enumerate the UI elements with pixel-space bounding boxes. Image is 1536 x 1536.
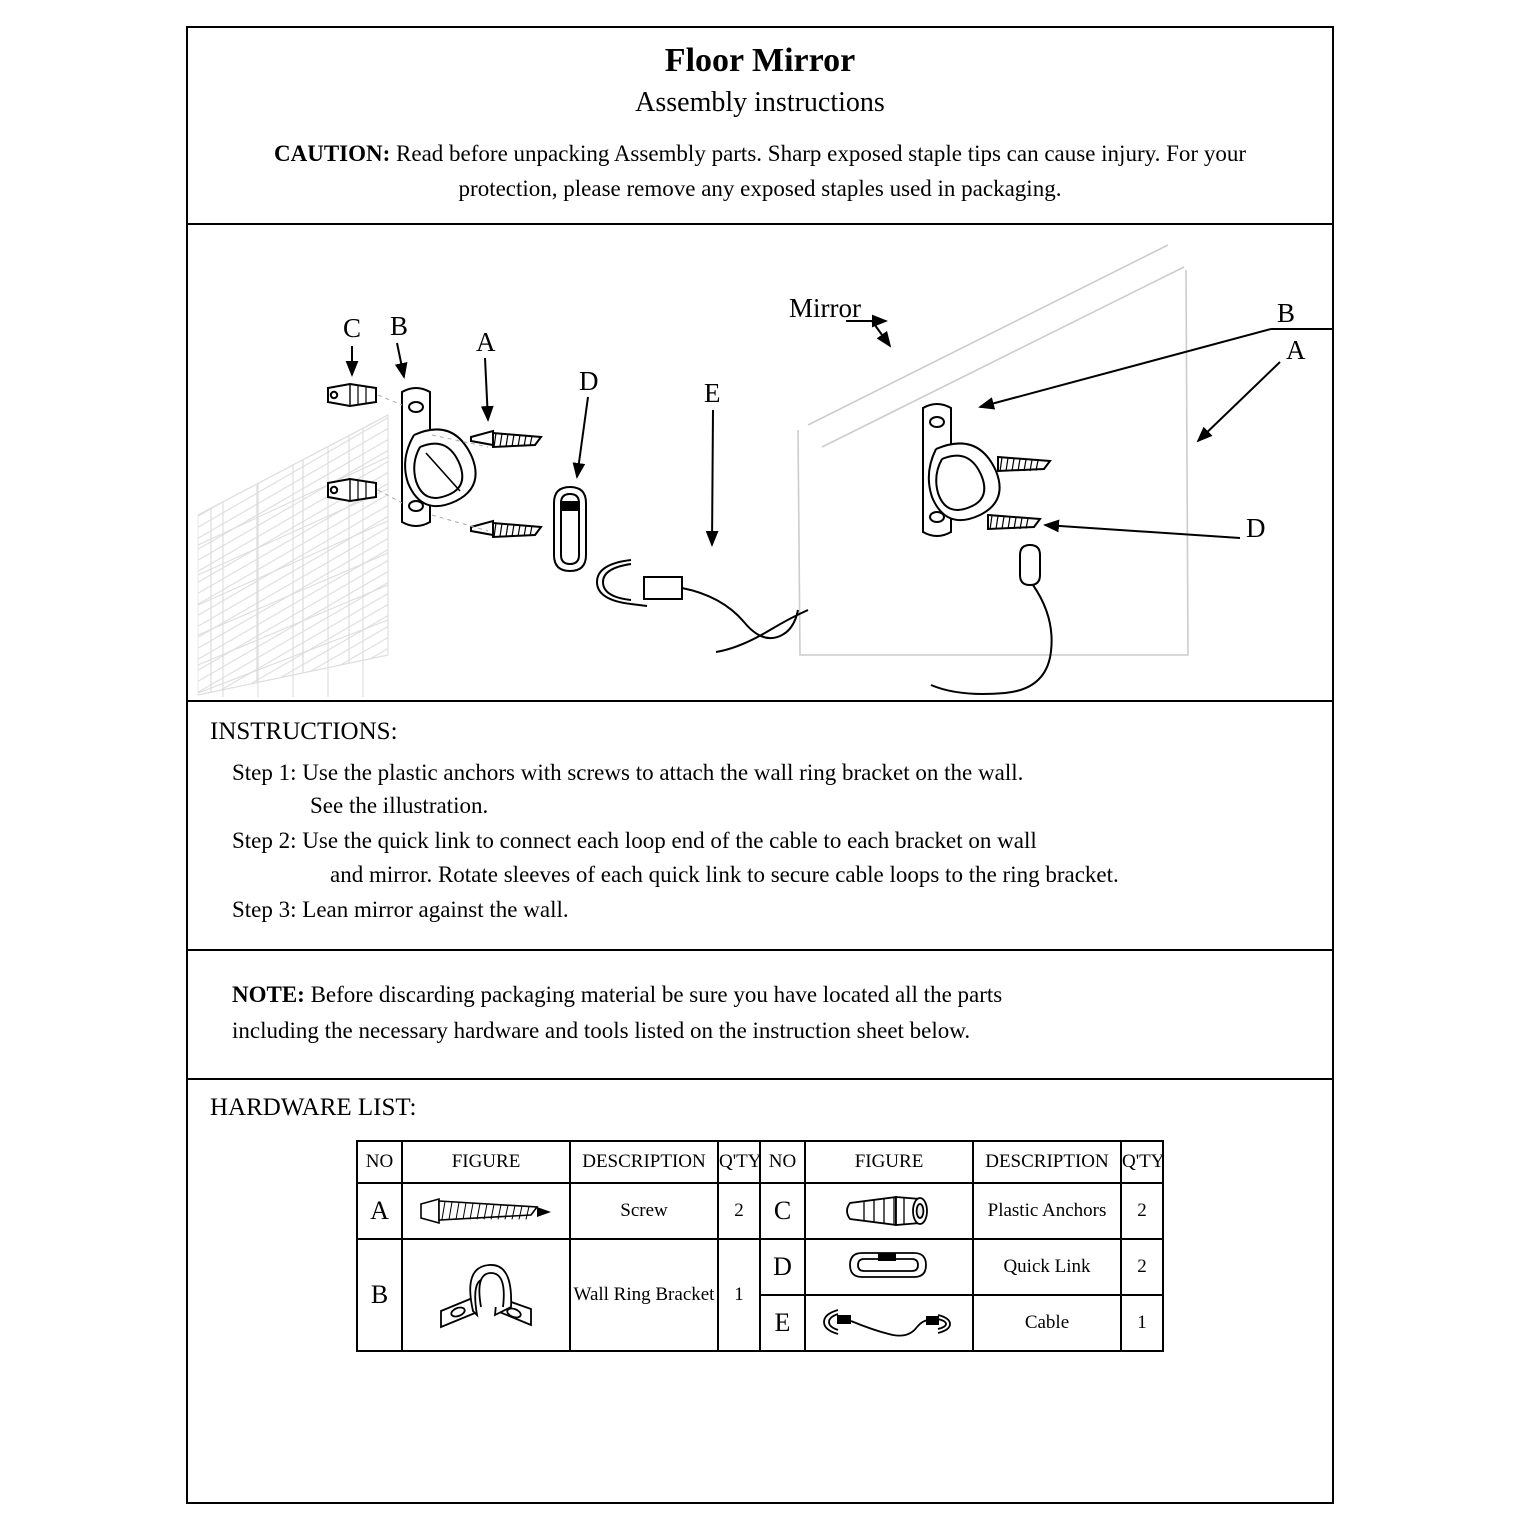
col-description-left: DESCRIPTION bbox=[570, 1141, 718, 1183]
note-line-2: including the necessary hardware and tools listed on the instruction sheet below. bbox=[232, 1018, 971, 1044]
instruction-step-1 bbox=[210, 756, 1310, 823]
table-row bbox=[357, 1183, 1163, 1239]
row-c-figure bbox=[805, 1183, 973, 1239]
row-d-description: Quick Link bbox=[973, 1239, 1121, 1295]
col-figure-left: FIGURE bbox=[402, 1141, 570, 1183]
label-d-left: D bbox=[579, 365, 599, 396]
row-d-qty: 2 bbox=[1121, 1239, 1163, 1295]
row-b-no: B bbox=[357, 1239, 402, 1351]
step-1-line-1: Step 1: Use the plastic anchors with screws to attach the wall ring bracket on the wall. bbox=[232, 759, 1024, 785]
table-header-row bbox=[357, 1141, 1163, 1183]
note-label: NOTE: bbox=[232, 981, 305, 1007]
label-b-left: B bbox=[390, 310, 409, 341]
row-e-figure bbox=[805, 1295, 973, 1351]
row-c-qty: 2 bbox=[1121, 1183, 1163, 1239]
assembly-diagram bbox=[188, 225, 1332, 702]
col-qty-right: Q'TY bbox=[1121, 1141, 1163, 1183]
step-2-line-2: and mirror. Rotate sleeves of each quick link to secure cable loops to the ring bracket. bbox=[330, 861, 1119, 887]
wall-illustration bbox=[198, 415, 388, 697]
quick-link-left bbox=[554, 487, 586, 571]
instruction-sheet bbox=[186, 26, 1334, 1504]
note-section bbox=[188, 951, 1332, 1081]
row-a-qty: 2 bbox=[718, 1183, 760, 1239]
page-subtitle: Assembly instructions bbox=[635, 86, 885, 118]
instruction-step-2 bbox=[210, 824, 1310, 891]
header bbox=[188, 28, 1332, 225]
hardware-table bbox=[356, 1140, 1164, 1352]
instructions-heading: INSTRUCTIONS: bbox=[210, 717, 398, 745]
cable-icon bbox=[814, 1302, 964, 1344]
col-description-right: DESCRIPTION bbox=[973, 1141, 1121, 1183]
table-row bbox=[357, 1239, 1163, 1295]
caution-text: Read before unpacking Assembly parts. Sharp exposed staple tips can cause injury. For your protection, please remove any exposed staples used in packaging. bbox=[390, 140, 1246, 202]
cable-illustration bbox=[597, 560, 808, 652]
label-a-right: A bbox=[1286, 334, 1306, 365]
row-a-no: A bbox=[357, 1183, 402, 1239]
step-1-line-2: See the illustration. bbox=[310, 793, 489, 819]
step-2-line-1: Step 2: Use the quick link to connect each loop end of the cable to each bracket on wall bbox=[232, 828, 1037, 854]
quick-link-icon bbox=[814, 1247, 964, 1287]
instruction-step-3 bbox=[210, 893, 1310, 926]
label-b-right: B bbox=[1277, 297, 1296, 328]
screw-icon bbox=[411, 1193, 561, 1229]
row-d-figure bbox=[805, 1239, 973, 1295]
hardware-heading: HARDWARE LIST: bbox=[210, 1094, 417, 1122]
row-c-description: Plastic Anchors bbox=[973, 1183, 1121, 1239]
step-3-line-1: Step 3: Lean mirror against the wall. bbox=[232, 897, 569, 923]
row-b-qty: 1 bbox=[718, 1239, 760, 1351]
row-c-no: C bbox=[760, 1183, 805, 1239]
label-mirror: Mirror bbox=[789, 292, 861, 323]
row-b-figure bbox=[402, 1239, 570, 1351]
col-qty-left: Q'TY bbox=[718, 1141, 760, 1183]
label-c-left: C bbox=[343, 312, 362, 343]
left-bracket-assembly bbox=[402, 388, 476, 526]
label-e-center: E bbox=[704, 377, 721, 408]
col-no-left: NO bbox=[357, 1141, 402, 1183]
note-line-1: Before discarding packaging material be sure you have located all the parts bbox=[304, 981, 1003, 1007]
screws-left bbox=[471, 431, 541, 537]
label-d-right: D bbox=[1246, 512, 1266, 543]
page-title: Floor Mirror bbox=[664, 42, 856, 79]
row-e-qty: 1 bbox=[1121, 1295, 1163, 1351]
instructions-section bbox=[188, 702, 1332, 951]
caution-label: CAUTION: bbox=[274, 140, 391, 166]
row-d-no: D bbox=[760, 1239, 805, 1295]
hardware-section bbox=[188, 1080, 1332, 1502]
label-a-left: A bbox=[476, 326, 496, 357]
row-a-description: Screw bbox=[570, 1183, 718, 1239]
col-figure-right: FIGURE bbox=[805, 1141, 973, 1183]
row-e-no: E bbox=[760, 1295, 805, 1351]
right-bracket-assembly bbox=[923, 404, 1052, 694]
row-a-figure bbox=[402, 1183, 570, 1239]
col-no-right: NO bbox=[760, 1141, 805, 1183]
plastic-anchor-icon bbox=[814, 1191, 964, 1231]
caution-block bbox=[210, 136, 1310, 207]
wall-ring-bracket-icon bbox=[411, 1249, 561, 1341]
row-e-description: Cable bbox=[973, 1295, 1121, 1351]
row-b-description: Wall Ring Bracket bbox=[570, 1239, 718, 1351]
